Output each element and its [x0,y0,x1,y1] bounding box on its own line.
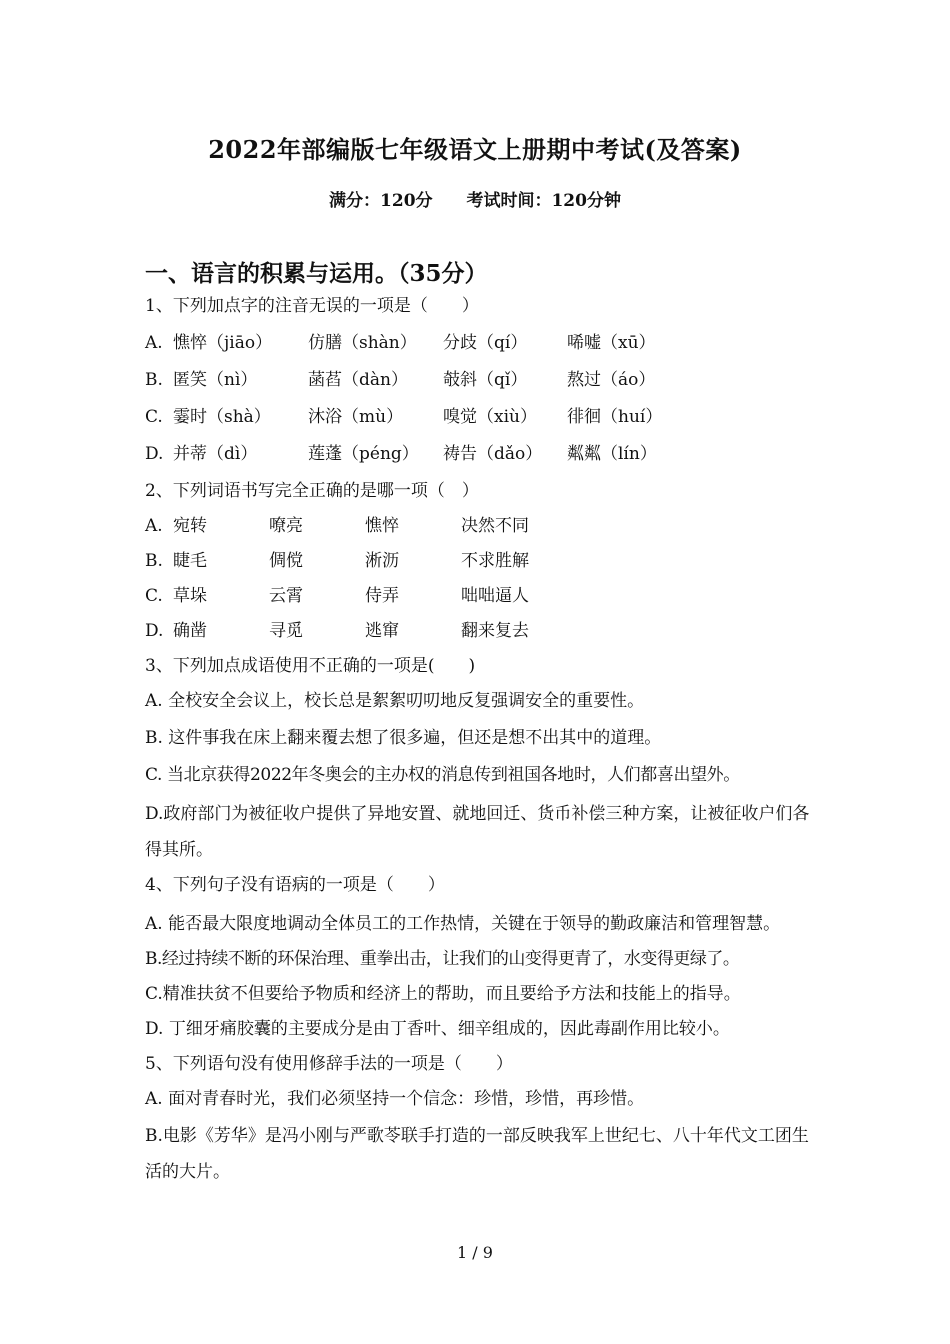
question-3-option-c: C. 当北京获得2022年冬奥会的主办权的消息传到祖国各地时，人们都喜出望外。 [145,765,740,785]
full-score: 满分：120分 [329,191,433,211]
questions [145,290,815,1191]
question-3-option-b: B. 这件事我在床上翻来覆去想了很多遍，但还是想不出其中的道理。 [145,728,662,748]
question-3-option-a: A. 全校安全会议上，校长总是絮絮叨叨地反复强调安全的重要性。 [145,691,645,711]
question-2-option-a: A. 宛转 嘹亮 憔悴 决然不同 [145,516,529,536]
section-heading: 一、语言的积累与运用。（35分） [145,260,488,287]
question-4-option-c: C.精准扶贫不但要给予物质和经济上的帮助，而且要给予方法和技能上的指导。 [145,984,741,1004]
exam-time: 考试时间：120分钟 [466,191,621,211]
question-5-stem: 5、下列语句没有使用修辞手法的一项是（ ） [145,1054,513,1074]
question-1-option-c: C. 霎时（shà） 沐浴（mù） 嗅觉（xiù） 徘徊（huí） [145,407,663,427]
question-4-stem: 4、下列句子没有语病的一项是（ ） [145,875,445,895]
question-4-option-a: A. 能否最大限度地调动全体员工的工作热情，关键在于领导的勤政廉洁和管理智慧。 [145,914,781,934]
question-5-option-b: B.电影《芳华》是冯小刚与严歌苓联手打造的一部反映我军上世纪七、八十年代文工团生活的大片。 [145,1126,809,1182]
question-3-stem: 3、下列加点成语使用不正确的一项是( ) [145,656,476,676]
page-title: 2022年部编版七年级语文上册期中考试(及答案) [208,135,742,164]
question-2-option-d: D. 确凿 寻觅 逃窜 翻来复去 [145,621,529,641]
question-1-option-b: B. 匿笑（nì） 菡萏（dàn） 攲斜（qǐ） 熬过（áo） [145,370,656,390]
question-4-option-d: D. 丁细牙痛胶囊的主要成分是由丁香叶、细辛组成的，因此毒副作用比较小。 [145,1019,730,1039]
exam-info [0,186,950,211]
question-1-stem: 1、下列加点字的注音无误的一项是（ ） [145,296,479,316]
question-5-option-a: A. 面对青春时光，我们必须坚持一个信念：珍惜，珍惜，再珍惜。 [145,1089,645,1109]
question-1-option-a: A. 憔悴（jiāo） 仿膳（shàn） 分歧（qí） 唏嘘（xū） [145,333,656,353]
question-2-option-b: B. 睫毛 倜傥 淅沥 不求胜解 [145,551,529,571]
question-1-option-d: D. 并蒂（dì） 莲蓬（péng） 祷告（dǎo） 粼粼（lín） [145,444,657,464]
question-4-option-b: B.经过持续不断的环保治理、重拳出击，让我们的山变得更青了，水变得更绿了。 [145,949,740,969]
page-number: 1 / 9 [457,1243,493,1262]
question-2-stem: 2、下列词语书写完全正确的是哪一项（ ） [145,481,479,501]
question-2-option-c: C. 草垛 云霄 侍弄 咄咄逼人 [145,586,529,606]
question-3-option-d: D.政府部门为被征收户提供了异地安置、就地回迁、货币补偿三种方案，让被征收户们各得其所。 [145,804,810,860]
